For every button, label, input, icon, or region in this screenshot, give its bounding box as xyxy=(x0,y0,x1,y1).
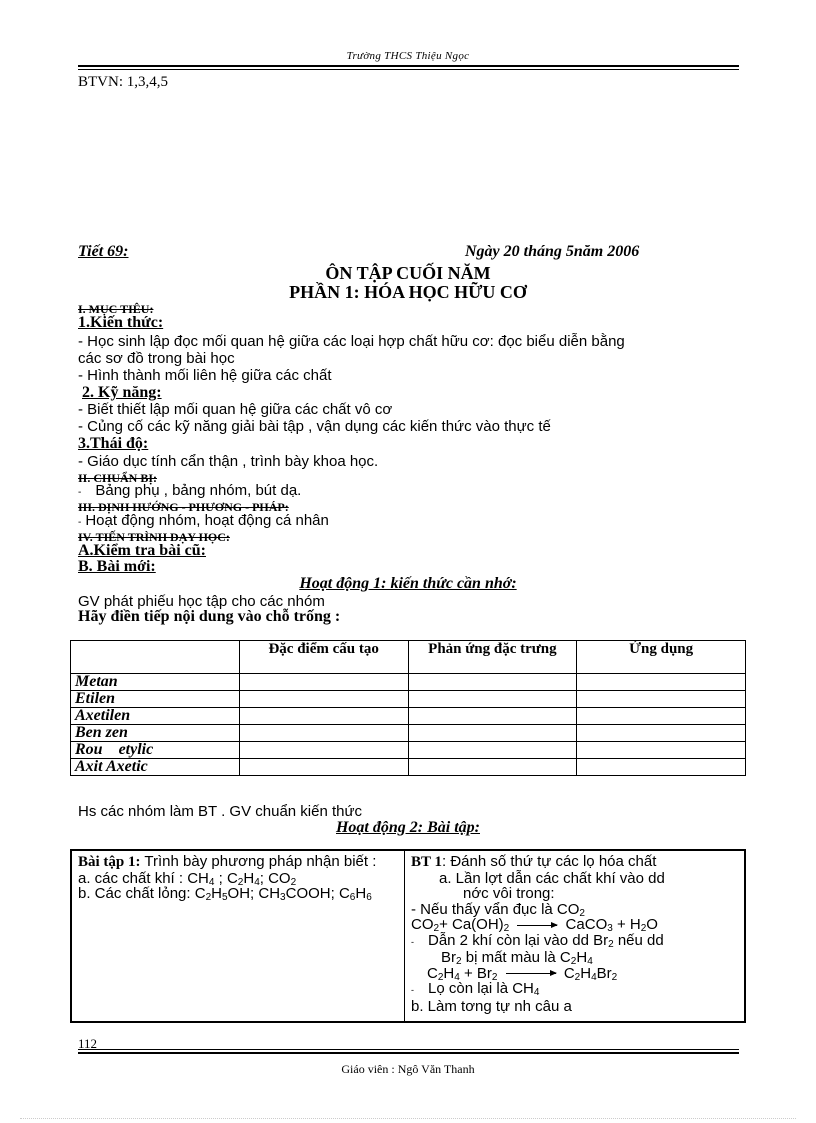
answer-a-line2: nớc vôi trong: xyxy=(463,885,555,902)
table-row xyxy=(71,674,746,691)
table-cell[interactable] xyxy=(408,725,577,742)
objectives-heading: I. MỤC TIÊU: xyxy=(78,302,154,316)
table-header-cell: Ứng dụng xyxy=(577,641,746,674)
skills-line-2: - Củng cố các kỹ năng giải bài tập , vận dụng các kiến thức vào thực tế xyxy=(78,418,551,435)
new-lesson-heading: B. Bài mới: xyxy=(78,558,156,575)
header-rule xyxy=(78,65,739,67)
reaction-arrow-icon xyxy=(517,925,557,926)
exercise-part-a: a. các chất khí : $CH_4$ ; $C_2H_4$; $CO_2$ xyxy=(78,869,297,888)
table-cell[interactable] xyxy=(408,742,577,759)
table-cell[interactable] xyxy=(577,742,746,759)
exercise-label: Bài tập 1: xyxy=(78,854,141,870)
table-cell[interactable] xyxy=(577,725,746,742)
attitude-heading: 3.Thái độ: xyxy=(78,435,149,452)
reaction-arrow-icon xyxy=(506,973,556,974)
table-cell[interactable] xyxy=(239,742,408,759)
exercise-question-cell xyxy=(71,850,405,1022)
table-header-row xyxy=(71,641,746,674)
answer-step4: - Lọ còn lại là $CH_4$ xyxy=(411,980,540,998)
exercise-answer-cell xyxy=(405,850,746,1022)
method-heading: III. ĐỊNH HƯỚNG - PHƯƠNG - PHÁP: xyxy=(78,500,289,514)
table-row xyxy=(71,725,746,742)
check-heading: A.Kiểm tra bài cũ: xyxy=(78,542,206,559)
knowledge-table xyxy=(70,640,746,776)
table-cell[interactable] xyxy=(408,708,577,725)
table-row xyxy=(71,742,746,759)
skills-heading: 2. Kỹ năng: xyxy=(82,384,162,401)
footer-teacher: Giáo viên : Ngô Văn Thanh xyxy=(341,1062,475,1076)
after-table-text: Hs các nhóm làm BT . GV chuẩn kiến thức xyxy=(78,803,363,820)
prep-heading: II. CHUẨN BỊ: xyxy=(78,471,158,485)
exercise-part-b: b. Các chất lỏng: $C_2H_5OH$; $CH_3COOH$; $C_6H_6$ xyxy=(78,885,372,903)
table-cell[interactable] xyxy=(408,759,577,776)
table-cell[interactable] xyxy=(577,691,746,708)
skills-line-1: - Biết thiết lập mối quan hệ giữa các chất vô cơ xyxy=(78,401,393,418)
table-header-cell xyxy=(71,641,240,674)
activity1-title: Hoạt động 1: kiến thức cần nhớ: xyxy=(299,575,517,592)
page-edge-divider xyxy=(20,1118,796,1119)
table-cell-compound: Metan xyxy=(71,674,240,691)
answer-step1: - Nếu thấy vẩn đục là $CO_2$ xyxy=(411,900,585,919)
table-cell[interactable] xyxy=(577,759,746,776)
page-number: 112 xyxy=(78,1036,98,1051)
answer-step3: $Br_2$ bị mất màu là $C_2H_4$ xyxy=(441,949,593,967)
table-cell-compound: Ben zen xyxy=(71,725,240,742)
knowledge-heading: 1.Kiến thức: xyxy=(78,314,164,331)
page-title: ÔN TẬP CUỐI NĂM xyxy=(325,263,491,283)
knowledge-line-2: - Hình thành mối liên hệ giữa các chất xyxy=(78,367,332,384)
table-cell[interactable] xyxy=(577,674,746,691)
table-cell[interactable] xyxy=(408,674,577,691)
homework-text: BTVN: 1,3,4,5 xyxy=(78,74,168,90)
process-heading: IV. TIẾN TRÌNH DẠY HỌC: xyxy=(78,530,230,544)
header-rule-thin xyxy=(78,69,739,70)
table-cell-compound: Axit Axetic xyxy=(71,759,240,776)
method-line-1: - Hoạt động nhóm, hoạt động cá nhân xyxy=(78,512,329,529)
attitude-line-1: - Giáo dục tính cẩn thận , trình bày khoa học. xyxy=(78,453,379,470)
exercise-question xyxy=(78,854,398,871)
activity1-note: GV phát phiếu học tập cho các nhóm xyxy=(78,593,325,610)
table-cell[interactable] xyxy=(239,674,408,691)
answer-label: BT 1 xyxy=(411,854,442,870)
knowledge-line-1a: - Học sinh lập đọc mối quan hệ giữa các loại hợp chất hữu cơ: đọc biểu diễn bằng xyxy=(78,333,625,350)
answer-equation2: $C_2H_4 + Br_2$ $C_2H_4Br_2$ xyxy=(427,964,618,983)
table-cell[interactable] xyxy=(239,725,408,742)
activity2-title: Hoạt động 2: Bài tập: xyxy=(335,819,480,836)
table-row xyxy=(71,691,746,708)
page-subtitle: PHẦN 1: HÓA HỌC HỮU CƠ xyxy=(289,282,527,302)
answer-a-line1: a. Lần lợt dẫn các chất khí vào dd xyxy=(439,869,665,887)
table-cell[interactable] xyxy=(239,759,408,776)
table-cell-compound: Axetilen xyxy=(71,708,240,725)
table-row xyxy=(71,759,746,776)
lesson-date: Ngày 20 tháng 5năm 2006 xyxy=(465,243,640,260)
prep-line-1: - Bảng phụ , bảng nhóm, bút dạ. xyxy=(78,482,302,499)
footer-rule xyxy=(78,1052,739,1054)
school-header: Trường THCS Thiệu Ngọc xyxy=(346,50,470,62)
exercise-text: Trình bày phương pháp nhận biết : xyxy=(140,853,377,870)
activity1-prompt: Hãy điền tiếp nội dung vào chỗ trống : xyxy=(78,608,341,625)
exercise-table xyxy=(70,849,746,1023)
knowledge-line-1b: các sơ đồ trong bài học xyxy=(78,350,235,367)
answer-b-line: b. Làm tơng tự nh câu a xyxy=(411,997,572,1015)
table-cell[interactable] xyxy=(239,708,408,725)
table-cell[interactable] xyxy=(239,691,408,708)
answer-intro: BT 1: Đánh số thứ tự các lọ hóa chất xyxy=(411,853,657,870)
table-header-cell: Phản ứng đặc trưng xyxy=(408,641,577,674)
table-row xyxy=(71,708,746,725)
table-cell[interactable] xyxy=(408,691,577,708)
table-cell[interactable] xyxy=(577,708,746,725)
table-cell-compound: Etilen xyxy=(71,691,240,708)
footer-rule-thin xyxy=(78,1049,739,1050)
answer-equation1: $CO_2+ Ca(OH)_2$ CaCO$_3$ + $H_2O$ xyxy=(411,916,658,934)
table-header-cell: Đặc điểm cấu tạo xyxy=(239,641,408,674)
lesson-label: Tiết 69: xyxy=(78,243,129,260)
answer-step2: - Dẫn 2 khí còn lại vào dd $Br_2$ nếu dd xyxy=(411,931,664,950)
table-cell-compound: Rou etylic xyxy=(71,742,240,759)
